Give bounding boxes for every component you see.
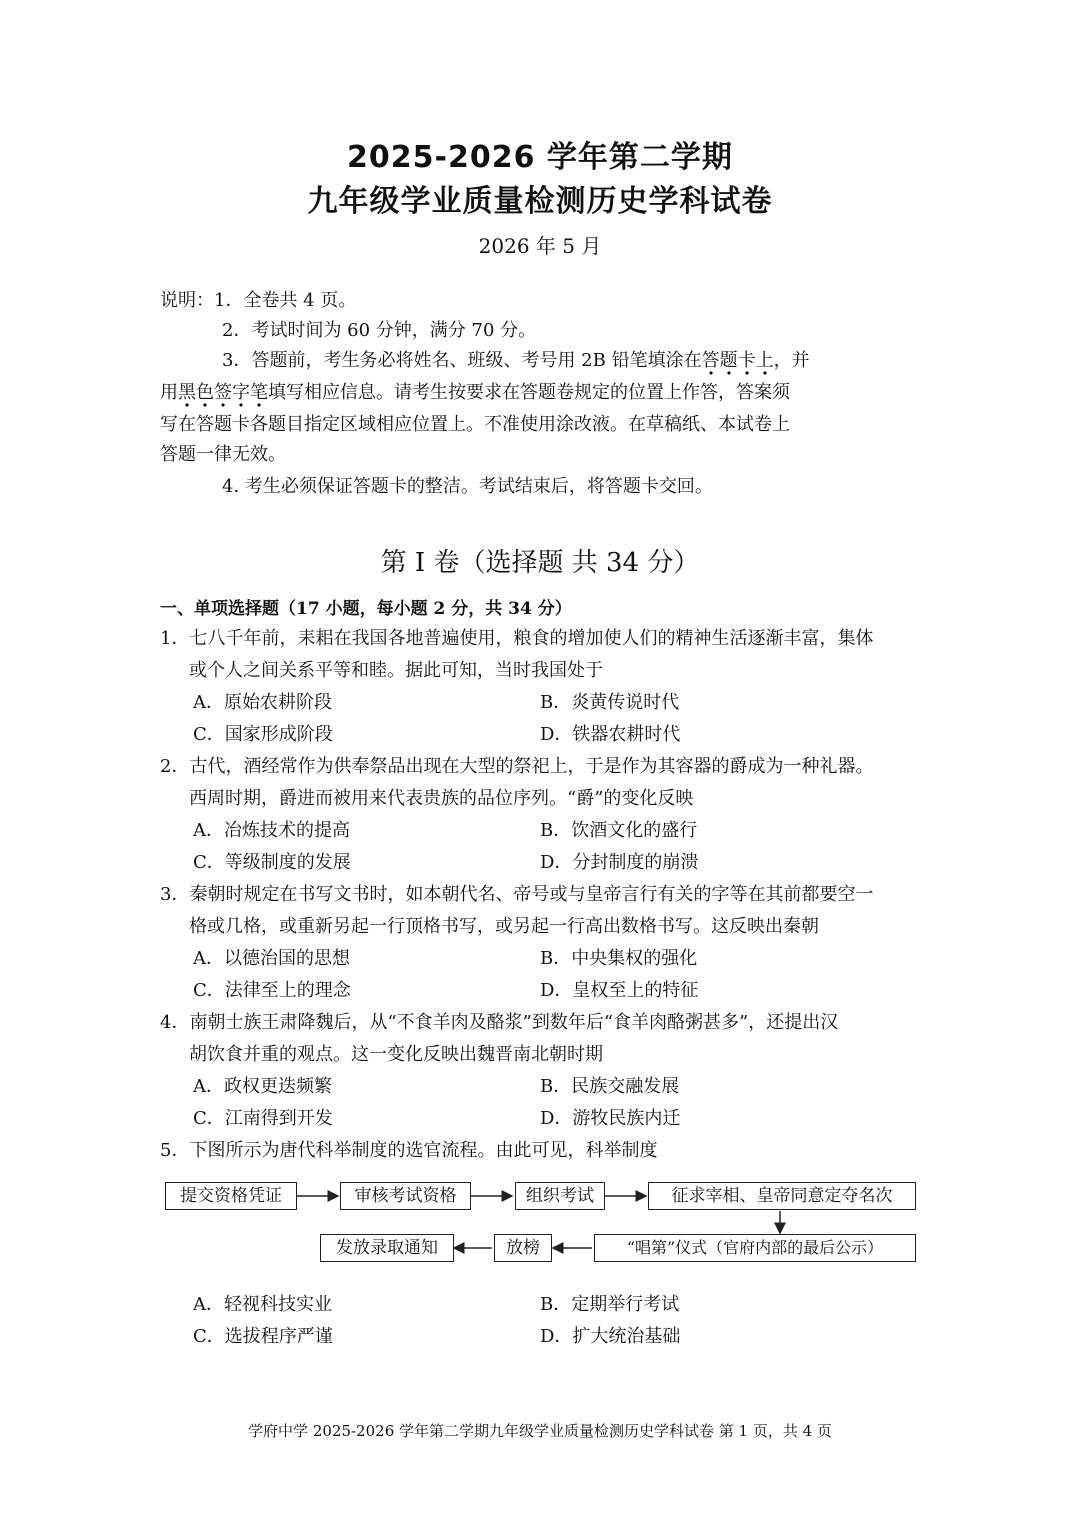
- question-1-stem-line2: 或个人之间关系平等和睦。据此可知，当时我国处于: [189, 660, 603, 681]
- instruction-2: 2．考试时间为 60 分钟，满分 70 分。: [222, 320, 537, 341]
- question-1-stem-line1: 1．七八千年前，耒耜在我国各地普遍使用，粮食的增加使人们的精神生活逐渐丰富，集体: [160, 628, 874, 649]
- exam-title-line2: 九年级学业质量检测历史学科试卷: [307, 184, 773, 219]
- flow-step-submit-credentials: 提交资格凭证: [165, 1182, 297, 1210]
- question-4-option-b: B．民族交融发展: [540, 1076, 680, 1097]
- instruction-1: 1．全卷共 4 页。: [214, 290, 357, 311]
- section-title: 第 I 卷（选择题 共 34 分）: [380, 548, 700, 578]
- instruction-3-line4: 答题一律无效。: [160, 444, 286, 465]
- question-3-stem-line2: 格或几格，或重新另起一行顶格书写，或另起一行高出数格书写。这反映出秦朝: [189, 916, 819, 937]
- question-3-option-d: D．皇权至上的特征: [540, 980, 699, 1001]
- flow-step-send-admission-notice: 发放录取通知: [320, 1234, 454, 1262]
- emphasis-answer-card: 答题卡上: [702, 350, 774, 376]
- question-2-stem-line2: 西周时期，爵进而被用来代表贵族的品位序列。“爵”的变化反映: [189, 788, 694, 809]
- question-1-option-d: D．铁器农耕时代: [540, 724, 681, 745]
- question-2-option-d: D．分封制度的崩溃: [540, 852, 699, 873]
- exam-title-line1: 2025-2026 学年第二学期: [347, 140, 733, 175]
- instructions-label: 说明：: [160, 290, 214, 311]
- page-footer: 学府中学 2025-2026 学年第二学期九年级学业质量检测历史学科试卷 第 1 页，共 4 页: [248, 1422, 832, 1440]
- question-3-option-a: A．以德治国的思想: [193, 948, 350, 969]
- question-3-option-b: B．中央集权的强化: [540, 948, 698, 969]
- question-2-option-c: C．等级制度的发展: [193, 852, 351, 873]
- question-5-option-d: D．扩大统治基础: [540, 1326, 681, 1347]
- question-5-option-b: B．定期举行考试: [540, 1294, 680, 1315]
- question-5-option-a: A．轻视科技实业: [193, 1294, 332, 1315]
- question-3-option-c: C．法律至上的理念: [193, 980, 351, 1001]
- question-4-option-c: C．江南得到开发: [193, 1108, 333, 1129]
- question-4-stem-line1: 4．南朝士族王肃降魏后，从“不食羊肉及酪浆”到数年后“食羊肉酪粥甚多”，还提出汉: [160, 1012, 839, 1033]
- instruction-3-line3: 写在答题卡各题目指定区域相应位置上。不准使用涂改液。在草稿纸、本试卷上: [160, 414, 790, 435]
- exam-date: 2026 年 5 月: [478, 234, 602, 258]
- question-3-stem-line1: 3．秦朝时规定在书写文书时，如本朝代名、帝号或与皇帝言行有关的字等在其前都要空一: [160, 884, 874, 905]
- question-4-option-a: A．政权更迭频繁: [193, 1076, 332, 1097]
- question-1-option-c: C．国家形成阶段: [193, 724, 333, 745]
- question-1-option-b: B．炎黄传说时代: [540, 692, 680, 713]
- part-heading: 一、单项选择题（17 小题，每小题 2 分，共 34 分）: [160, 599, 572, 619]
- question-1-option-a: A．原始农耕阶段: [193, 692, 332, 713]
- instruction-3-text-a: 3．答题前，考生务必将姓名、班级、考号用 2B 铅笔填涂在: [222, 350, 702, 371]
- flow-step-publish-results: 放榜: [494, 1234, 552, 1262]
- flow-step-review-eligibility: 审核考试资格: [340, 1182, 471, 1210]
- instruction-3-text-d: 填写相应信息。请考生按要求在答题卷规定的位置上作答，答案须: [268, 382, 790, 403]
- flow-step-hold-exam: 组织考试: [515, 1182, 605, 1210]
- emphasis-black-pen: 黑色签字笔: [178, 382, 268, 408]
- question-2-stem-line1: 2．古代，酒经常作为供奉祭品出现在大型的祭祀上，于是作为其容器的爵成为一种礼器。: [160, 756, 874, 777]
- instruction-4: 4. 考生必须保证答题卡的整洁。考试结束后，将答题卡交回。: [222, 476, 713, 497]
- question-4-option-d: D．游牧民族内迁: [540, 1108, 681, 1129]
- question-5-option-c: C．选拔程序严谨: [193, 1326, 333, 1347]
- question-4-stem-line2: 胡饮食并重的观点。这一变化反映出魏晋南北朝时期: [189, 1044, 603, 1065]
- question-2-option-b: B．饮酒文化的盛行: [540, 820, 698, 841]
- flow-step-determine-ranking: 征求宰相、皇帝同意定夺名次: [648, 1182, 916, 1210]
- question-5-stem: 5．下图所示为唐代科举制度的选官流程。由此可见，科举制度: [160, 1140, 658, 1161]
- instruction-3-text-b: ，并: [773, 350, 810, 371]
- flow-step-announcement-ceremony: “唱第”仪式（官府内部的最后公示）: [594, 1234, 916, 1262]
- instruction-3-text-c: 用: [160, 382, 178, 403]
- question-2-option-a: A．冶炼技术的提高: [193, 820, 350, 841]
